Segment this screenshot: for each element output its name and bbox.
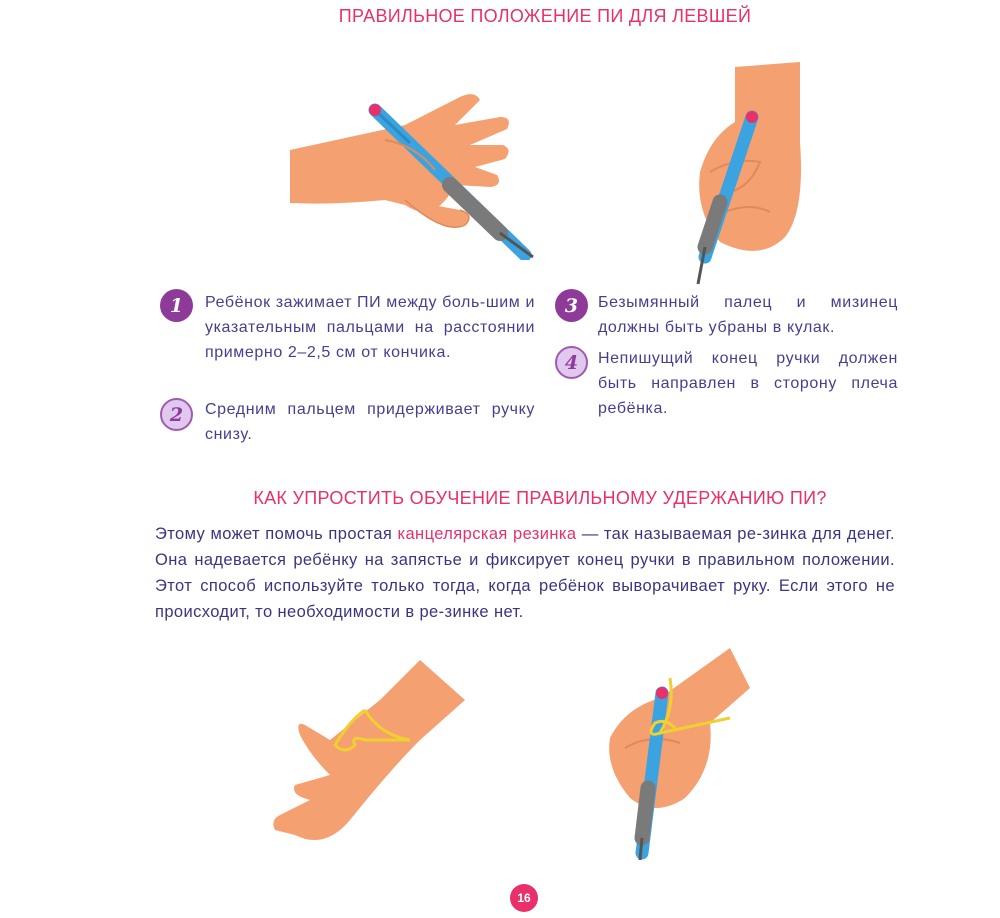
step-number-badge: 3 — [555, 289, 588, 322]
wrist-with-rubber-band-illustration — [270, 660, 465, 855]
step-text: Непишущий конец ручки должен быть направлен в сторону плеча ребёнка. — [598, 350, 898, 417]
hand-with-pen-and-band-illustration — [600, 648, 750, 863]
paragraph-highlight: канцелярская резинка — [397, 525, 577, 543]
paragraph-text-end: — так называемая ре-зинка для денег. Она надевается ребёнку на запястье и фиксирует конец ручки в правильном положении. Этот способ используйте только тогда, когда ребёнок выворачивает руку. Если этого не происходит, то необходимости в ре-зинке нет. — [155, 525, 895, 621]
step-number-badge: 1 — [160, 289, 193, 322]
hand-side-view-illustration — [285, 85, 545, 260]
step-text: Ребёнок зажимает ПИ между боль-шим и указательным пальцами на расстоянии примерно 2–2,5 см от кончика. — [205, 294, 535, 361]
page-number: 16 — [510, 884, 538, 912]
section-title-left-hand-grip: ПРАВИЛЬНОЕ ПОЛОЖЕНИЕ ПИ ДЛЯ ЛЕВШЕЙ — [338, 6, 752, 26]
step-text: Безымянный палец и мизинец должны быть убраны в кулак. — [598, 294, 898, 336]
section-title-simplify-learning: КАК УПРОСТИТЬ ОБУЧЕНИЕ ПРАВИЛЬНОМУ УДЕРЖАНИЮ ПИ? — [253, 488, 827, 508]
hand-front-view-illustration — [690, 62, 805, 287]
step-number-badge: 4 — [555, 346, 588, 379]
step-text: Средним пальцем придерживает ручку снизу. — [205, 401, 535, 443]
advice-paragraph — [155, 521, 895, 625]
paragraph-text-start: Этому может помочь простая — [155, 525, 398, 543]
step-number-badge: 2 — [160, 398, 193, 431]
